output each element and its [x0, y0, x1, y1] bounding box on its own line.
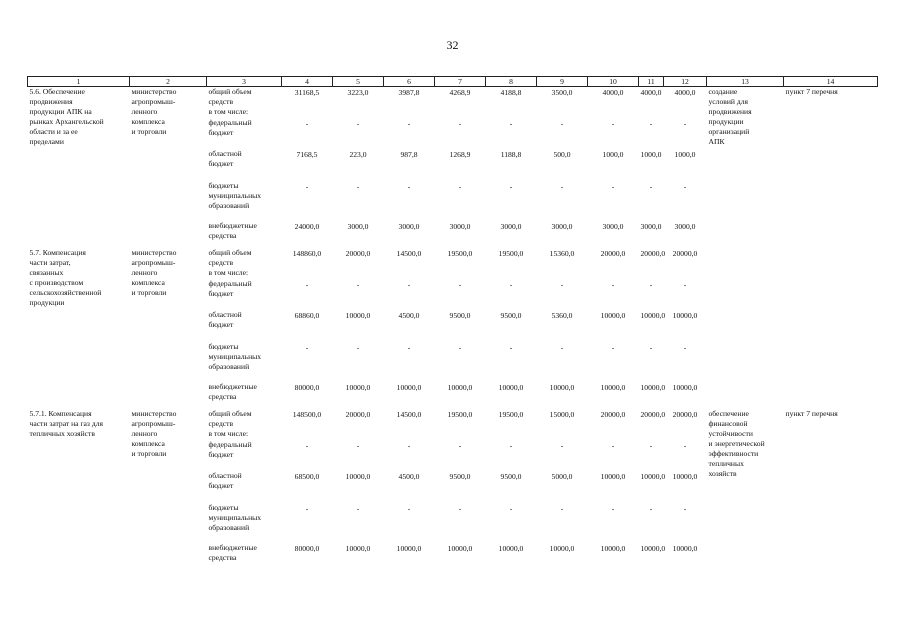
amount-cell: 10000,0: [640, 472, 666, 482]
amount-cell: [435, 429, 486, 440]
amount-cell: 15000,0: [549, 410, 575, 420]
amount-cell: [282, 268, 333, 279]
amount-cell: 10000,0: [672, 383, 698, 393]
amount-cell: -: [683, 343, 687, 353]
amount-cell: 10000,0: [396, 383, 422, 393]
amount-cell: 10000,0: [600, 383, 626, 393]
amount-cell: [664, 429, 707, 440]
amount-cell: [588, 268, 639, 279]
program-link: пункт 7 перечня: [785, 87, 838, 96]
amount-cell: [664, 268, 707, 279]
amount-cell: -: [458, 280, 462, 290]
amount-cell: 80000,0: [294, 383, 320, 393]
funding-source: бюджеты муниципальных образований: [208, 342, 262, 372]
amount-cell: 10000,0: [640, 383, 666, 393]
amount-cell: 19500,0: [447, 410, 473, 420]
column-number: 11: [639, 77, 664, 87]
amount-cell: 24000,0: [294, 222, 320, 232]
amount-cell: [639, 107, 664, 118]
amount-cell: 3000,0: [674, 222, 696, 232]
amount-cell: 9500,0: [500, 472, 522, 482]
column-number: 3: [207, 77, 282, 87]
amount-cell: -: [611, 343, 615, 353]
column-number: 9: [537, 77, 588, 87]
expected-result: [707, 248, 784, 409]
amount-cell: 10000,0: [600, 311, 626, 321]
amount-cell: 10000,0: [600, 472, 626, 482]
amount-cell: 1000,0: [674, 150, 696, 160]
amount-cell: 5000,0: [551, 472, 573, 482]
amount-cell: 10000,0: [672, 544, 698, 554]
measure-title: 5.6. Обеспечение продвижения продукции АПК на рынках Архангельской области и за ее пределами: [29, 87, 104, 147]
amount-cell: 4000,0: [640, 88, 662, 97]
amount-cell: 5360,0: [551, 311, 573, 321]
amount-cell: [282, 429, 333, 440]
amount-cell: 3223,0: [347, 88, 369, 97]
amount-cell: 31168,5: [294, 88, 320, 97]
column-number: 6: [384, 77, 435, 87]
amount-cell: 10000,0: [600, 544, 626, 554]
executor: министерство агропромыш- ленного комплекса и торговли: [131, 87, 177, 137]
program-link: пункт 7 перечня: [785, 409, 838, 419]
amount-cell: 10000,0: [498, 383, 524, 393]
amount-cell: 4268,9: [449, 88, 471, 97]
amount-cell: 20000,0: [640, 410, 666, 420]
amount-cell: 4000,0: [602, 88, 624, 97]
amount-cell: -: [560, 504, 564, 514]
amount-cell: 20000,0: [345, 410, 371, 420]
funding-source: внебюджетные средства: [208, 543, 257, 563]
amount-cell: -: [649, 119, 653, 129]
amount-cell: 10000,0: [345, 311, 371, 321]
amount-cell: 3000,0: [398, 222, 420, 232]
amount-cell: -: [305, 119, 309, 129]
amount-cell: 1000,0: [602, 150, 624, 160]
amount-cell: [435, 107, 486, 118]
amount-cell: 68500,0: [294, 472, 320, 482]
amount-cell: 14500,0: [396, 249, 422, 259]
amount-cell: -: [683, 280, 687, 290]
amount-cell: -: [683, 441, 687, 451]
column-number: 2: [130, 77, 207, 87]
executor: министерство агропромыш- ленного комплекса и торговли: [131, 409, 177, 459]
amount-cell: -: [509, 343, 513, 353]
column-number: 8: [486, 77, 537, 87]
amount-cell: 19500,0: [498, 249, 524, 259]
amount-cell: -: [509, 119, 513, 129]
amount-cell: 3000,0: [500, 222, 522, 232]
amount-cell: -: [305, 280, 309, 290]
executor: министерство агропромыш- ленного комплекса и торговли: [131, 248, 177, 298]
amount-cell: -: [611, 280, 615, 290]
amount-cell: -: [509, 182, 513, 192]
page-number: 32: [446, 38, 459, 52]
amount-cell: 20000,0: [600, 249, 626, 259]
amount-cell: -: [407, 441, 411, 451]
amount-cell: [537, 268, 588, 279]
amount-cell: -: [356, 441, 360, 451]
amount-cell: 15360,0: [549, 249, 575, 259]
amount-cell: -: [458, 119, 462, 129]
amount-cell: -: [458, 441, 462, 451]
amount-cell: [639, 268, 664, 279]
table-row: [28, 87, 878, 108]
amount-cell: -: [649, 343, 653, 353]
funding-source: внебюджетные средства: [208, 221, 257, 241]
column-number: 7: [435, 77, 486, 87]
amount-cell: -: [356, 119, 360, 129]
column-number: 4: [282, 77, 333, 87]
amount-cell: -: [356, 280, 360, 290]
amount-cell: 3500,0: [551, 88, 573, 97]
amount-cell: [333, 429, 384, 440]
amount-cell: 68860,0: [294, 311, 320, 321]
amount-cell: 3000,0: [449, 222, 471, 232]
amount-cell: -: [560, 119, 564, 129]
funding-source: федеральный бюджет: [208, 118, 252, 138]
amount-cell: 10000,0: [672, 311, 698, 321]
amount-cell: [333, 268, 384, 279]
measure-title: 5.7.1. Компенсация части затрат на газ для тепличных хозяйств: [29, 409, 103, 439]
amount-cell: [282, 107, 333, 118]
amount-cell: -: [458, 182, 462, 192]
amount-cell: 3000,0: [602, 222, 624, 232]
column-number: 13: [707, 77, 784, 87]
amount-cell: -: [611, 119, 615, 129]
amount-cell: 20000,0: [345, 249, 371, 259]
amount-cell: 3000,0: [347, 222, 369, 232]
amount-cell: 9500,0: [500, 311, 522, 321]
table-row: [28, 409, 878, 429]
amount-cell: 7168,5: [296, 150, 318, 160]
expected-result: создание условий для продвижения продукции организаций АПК: [708, 87, 752, 147]
amount-cell: [384, 107, 435, 118]
funding-source: внебюджетные средства: [208, 382, 257, 402]
amount-cell: [588, 107, 639, 118]
amount-cell: 80000,0: [294, 544, 320, 554]
amount-cell: 20000,0: [640, 249, 666, 259]
amount-cell: -: [305, 504, 309, 514]
amount-cell: -: [407, 119, 411, 129]
amount-cell: [664, 107, 707, 118]
amount-cell: -: [649, 182, 653, 192]
amount-cell: -: [649, 504, 653, 514]
measure-title: 5.7. Компенсация части затрат, связанных с производством сельскохозяйственной продукции: [29, 248, 102, 308]
program-link: [784, 248, 878, 409]
funding-source: областной бюджет: [208, 310, 242, 330]
amount-cell: 500,0: [553, 150, 571, 160]
program-table: [27, 76, 878, 570]
amount-cell: 3000,0: [551, 222, 573, 232]
amount-cell: -: [458, 343, 462, 353]
amount-cell: 19500,0: [498, 410, 524, 420]
column-number: 10: [588, 77, 639, 87]
amount-cell: 148860,0: [292, 249, 322, 259]
amount-cell: 20000,0: [672, 249, 698, 259]
amount-cell: -: [305, 441, 309, 451]
column-number: 5: [333, 77, 384, 87]
amount-cell: [537, 107, 588, 118]
amount-cell: 10000,0: [396, 544, 422, 554]
amount-cell: -: [356, 182, 360, 192]
amount-cell: [384, 429, 435, 440]
funding-source: федеральный бюджет: [208, 279, 252, 299]
amount-cell: 10000,0: [549, 383, 575, 393]
amount-cell: [639, 429, 664, 440]
column-number: 14: [784, 77, 878, 87]
amount-cell: 14500,0: [396, 410, 422, 420]
amount-cell: 9500,0: [449, 311, 471, 321]
amount-cell: [486, 429, 537, 440]
amount-cell: -: [305, 343, 309, 353]
amount-cell: 20000,0: [672, 410, 698, 420]
amount-cell: -: [611, 504, 615, 514]
funding-source: общий объем средств: [208, 248, 252, 268]
funding-source: общий объем средств: [208, 87, 252, 107]
amount-cell: -: [458, 504, 462, 514]
amount-cell: [333, 107, 384, 118]
amount-cell: 1000,0: [640, 150, 662, 160]
amount-cell: 148500,0: [292, 410, 322, 420]
amount-cell: 10000,0: [345, 383, 371, 393]
amount-cell: -: [683, 504, 687, 514]
amount-cell: 987,8: [400, 150, 418, 160]
funding-source: бюджеты муниципальных образований: [208, 181, 262, 211]
funding-source: в том числе:: [208, 107, 249, 117]
amount-cell: -: [611, 182, 615, 192]
column-number: 1: [28, 77, 130, 87]
amount-cell: 10000,0: [640, 544, 666, 554]
amount-cell: -: [407, 182, 411, 192]
amount-cell: 10000,0: [447, 544, 473, 554]
amount-cell: 1188,8: [500, 150, 522, 160]
amount-cell: 10000,0: [672, 472, 698, 482]
funding-source: в том числе:: [208, 429, 249, 439]
amount-cell: -: [649, 441, 653, 451]
funding-source: федеральный бюджет: [208, 440, 252, 460]
amount-cell: 4500,0: [398, 311, 420, 321]
amount-cell: -: [560, 280, 564, 290]
amount-cell: 10000,0: [640, 311, 666, 321]
amount-cell: [435, 268, 486, 279]
amount-cell: -: [305, 182, 309, 192]
amount-cell: 9500,0: [449, 472, 471, 482]
amount-cell: -: [611, 441, 615, 451]
amount-cell: [588, 429, 639, 440]
amount-cell: 4000,0: [674, 88, 696, 97]
table-row: [28, 248, 878, 268]
amount-cell: -: [683, 182, 687, 192]
amount-cell: -: [356, 504, 360, 514]
amount-cell: 19500,0: [447, 249, 473, 259]
amount-cell: 3000,0: [640, 222, 662, 232]
funding-source: общий объем средств: [208, 409, 252, 429]
amount-cell: 1268,9: [449, 150, 471, 160]
amount-cell: -: [649, 280, 653, 290]
funding-source: областной бюджет: [208, 471, 242, 491]
amount-cell: 10000,0: [549, 544, 575, 554]
amount-cell: [486, 268, 537, 279]
amount-cell: -: [407, 504, 411, 514]
amount-cell: -: [509, 504, 513, 514]
amount-cell: 223,0: [349, 150, 367, 160]
funding-source: областной бюджет: [208, 149, 242, 169]
amount-cell: [486, 107, 537, 118]
amount-cell: [537, 429, 588, 440]
amount-cell: 3987,8: [398, 88, 420, 97]
amount-cell: -: [560, 343, 564, 353]
amount-cell: -: [683, 119, 687, 129]
amount-cell: [384, 268, 435, 279]
amount-cell: 10000,0: [498, 544, 524, 554]
header-row: [28, 77, 878, 87]
funding-source: в том числе:: [208, 268, 249, 278]
amount-cell: 4500,0: [398, 472, 420, 482]
amount-cell: -: [407, 343, 411, 353]
amount-cell: 4188,8: [500, 88, 522, 97]
amount-cell: -: [560, 441, 564, 451]
amount-cell: 20000,0: [600, 410, 626, 420]
amount-cell: 10000,0: [345, 544, 371, 554]
amount-cell: 10000,0: [447, 383, 473, 393]
amount-cell: -: [509, 280, 513, 290]
amount-cell: -: [509, 441, 513, 451]
amount-cell: -: [560, 182, 564, 192]
funding-source: бюджеты муниципальных образований: [208, 503, 262, 533]
amount-cell: 10000,0: [345, 472, 371, 482]
expected-result: обеспечение финансовой устойчивости и энергетической эффективности тепличных хозяйств: [708, 409, 765, 479]
amount-cell: -: [407, 280, 411, 290]
amount-cell: -: [356, 343, 360, 353]
column-number: 12: [664, 77, 707, 87]
